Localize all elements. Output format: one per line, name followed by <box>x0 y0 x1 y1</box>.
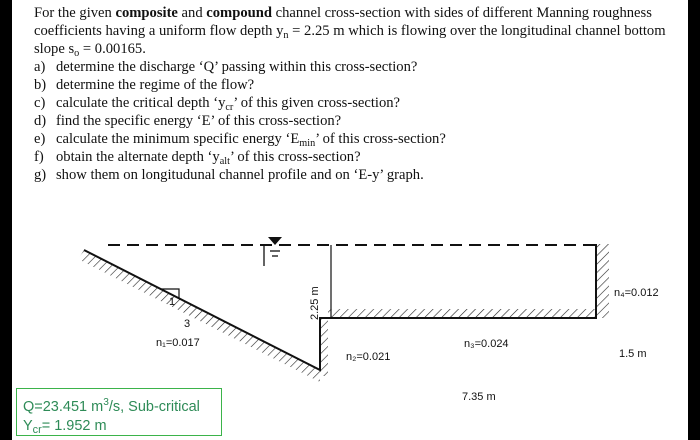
slope-run-label: 3 <box>184 318 191 330</box>
ycr-subscript: cr <box>225 102 234 113</box>
channel-cross-section-diagram <box>12 0 688 440</box>
question-text: determine the discharge ‘Q’ passing within this cross-section? <box>56 59 418 75</box>
answer-regime: /s, Sub-critical <box>108 398 200 415</box>
emin-subscript: min <box>299 138 316 149</box>
s0-subscript: o <box>74 48 80 59</box>
question-text-pre: obtain the alternate depth ‘y <box>56 149 220 165</box>
right-wall-hatching <box>596 244 609 318</box>
step-top-hatching <box>328 309 596 318</box>
question-label: e) <box>34 131 46 147</box>
intro-text: channel cross-section with sides of different Manning roughness coefficients having a uniform flow depth y <box>34 5 652 39</box>
answer-ycr-value: = 1.952 m <box>41 417 107 434</box>
channel-bed-outline <box>84 244 596 370</box>
question-text: show them on longitudunal channel profile and on ‘E-y’ graph. <box>56 167 424 183</box>
answer-discharge-line <box>23 393 215 417</box>
left-bank-hatching <box>78 250 320 382</box>
question-text-post: ’ of this cross-section? <box>229 149 361 165</box>
question-text-pre: calculate the minimum specific energy ‘E <box>56 131 300 147</box>
step-left-hatching <box>320 318 328 376</box>
question-label: c) <box>34 95 46 111</box>
question-label: b) <box>34 77 47 93</box>
yalt-subscript: alt <box>219 156 230 167</box>
answer-ycr-symbol: Y <box>23 417 33 434</box>
answer-discharge-value: Q=23.451 m <box>23 398 104 415</box>
water-level-icon <box>264 237 282 266</box>
slope-rise-label: 1 <box>169 296 176 308</box>
intro-text: = 2.25 m which is flowing over the longitudinal channel bottom slope s <box>34 23 666 57</box>
intro-bold-composite: composite <box>115 5 178 21</box>
question-text: find the specific energy ‘E’ of this cross-section? <box>56 113 342 129</box>
question-label: f) <box>34 149 44 165</box>
question-label: a) <box>34 59 46 75</box>
n3-label: n₃=0.024 <box>464 338 509 350</box>
answer-critical-depth-line <box>23 417 215 436</box>
step-height-label: 1.5 m <box>619 348 647 360</box>
question-text: determine the regime of the flow? <box>56 77 255 93</box>
bottom-width-label: 7.35 m <box>462 391 496 403</box>
yn-subscript: n <box>283 30 289 41</box>
answer-unit-superscript: 3 <box>103 397 109 408</box>
question-text-post: ’ of this cross-section? <box>315 131 446 147</box>
intro-text: = 0.00165. <box>79 41 146 57</box>
intro-text: and <box>177 5 207 21</box>
problem-sheet <box>12 0 688 440</box>
intro-text: For the given <box>34 5 116 21</box>
question-label: g) <box>34 167 47 183</box>
intro-bold-compound: compound <box>206 5 272 21</box>
answer-box <box>16 388 222 436</box>
n4-label: n₄=0.012 <box>614 287 659 299</box>
answer-ycr-subscript: cr <box>32 423 42 436</box>
n1-label: n₁=0.017 <box>156 337 200 349</box>
depth-label: 2.25 m <box>309 286 321 320</box>
question-label: d) <box>34 113 47 129</box>
question-text-post: ’ of this given cross-section? <box>233 95 401 111</box>
n2-label: n₂=0.021 <box>346 351 391 363</box>
question-text-pre: calculate the critical depth ‘y <box>56 95 226 111</box>
